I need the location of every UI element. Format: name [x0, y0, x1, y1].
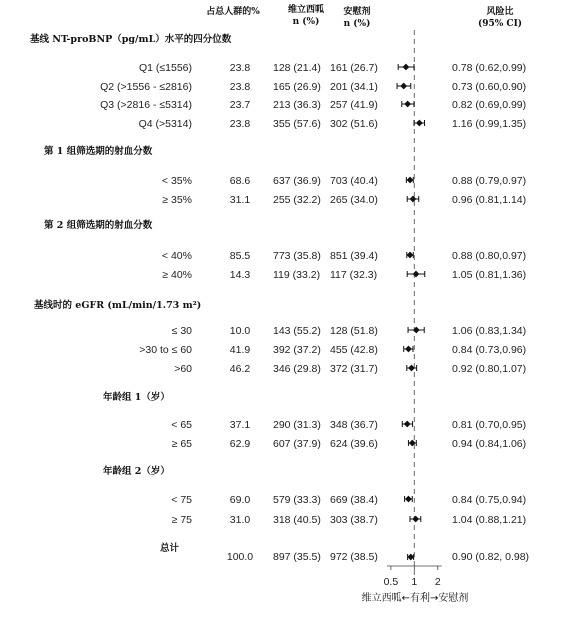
header-vericiguat-name: 维立西呱 [287, 5, 324, 15]
row-placebo-q4: 302 (51.6) [330, 118, 378, 130]
header-hr-ci: (95% CI) [477, 19, 523, 29]
row-pct-egfr-gt60: 46.2 [229, 363, 251, 375]
hr-point-marker [407, 177, 414, 184]
row-label-ef2-ge40: ≥ 40% [162, 269, 192, 281]
row-pct-egfr-30-60: 41.9 [229, 344, 251, 356]
header-placebo-name: 安慰剂 [343, 7, 371, 17]
hr-point-marker [407, 252, 414, 259]
row-label-age2-lt75: < 75 [171, 494, 192, 506]
row-hr-age2-ge75: 1.04 (0.88,1.21) [452, 514, 527, 526]
section-title-ef-group1: 第 1 组筛选期的射血分数 [44, 146, 153, 157]
hr-point-marker [405, 496, 412, 503]
row-pct-ef1-ge35: 31.1 [229, 194, 251, 206]
row-placebo-q2: 201 (34.1) [330, 81, 378, 93]
x-tick-label: 1 [411, 576, 418, 588]
row-placebo-ef1-ge35: 265 (34.0) [330, 194, 378, 206]
row-hr-ef1-lt35: 0.88 (0.79,0.97) [452, 175, 527, 187]
row-hr-egfr-30-60: 0.84 (0.73,0.96) [452, 344, 527, 356]
row-placebo-age1-ge65: 624 (39.6) [330, 438, 378, 450]
row-hr-age2-lt75: 0.84 (0.75,0.94) [452, 494, 527, 506]
row-placebo-overall: 972 (38.5) [330, 551, 378, 563]
hr-point-marker [404, 101, 411, 108]
hr-point-marker [413, 271, 420, 278]
row-hr-egfr-gt60: 0.92 (0.80,1.07) [452, 363, 527, 375]
row-vericiguat-age2-ge75: 318 (40.5) [273, 514, 321, 526]
row-label-q4: Q4 (>5314) [138, 118, 192, 130]
x-tick-label: 0.5 [383, 576, 399, 588]
row-placebo-q1: 161 (26.7) [330, 62, 378, 74]
row-placebo-ef2-lt40: 851 (39.4) [330, 250, 378, 262]
row-hr-ef2-lt40: 0.88 (0.80,0.97) [452, 250, 527, 262]
row-pct-q2: 23.8 [229, 81, 251, 93]
hr-point-marker [404, 421, 411, 428]
row-vericiguat-ef2-ge40: 119 (33.2) [273, 269, 321, 281]
row-pct-age2-lt75: 69.0 [229, 494, 251, 506]
header-hr-name: 风险比 [486, 7, 514, 17]
row-hr-overall: 0.90 (0.82, 0.98) [452, 551, 530, 563]
row-placebo-age2-ge75: 303 (38.7) [330, 514, 378, 526]
row-placebo-egfr-gt60: 372 (31.7) [330, 363, 378, 375]
row-vericiguat-egfr-gt60: 346 (29.8) [273, 363, 321, 375]
x-axis-title: 维立西呱←有利→安慰剂 [361, 593, 469, 604]
hr-point-marker [400, 83, 407, 90]
row-vericiguat-ef1-lt35: 637 (36.9) [273, 175, 321, 187]
row-vericiguat-q4: 355 (57.6) [273, 118, 321, 130]
row-pct-age2-ge75: 31.0 [229, 514, 251, 526]
row-vericiguat-egfr-le30: 143 (55.2) [273, 325, 321, 337]
row-hr-q4: 1.16 (0.99,1.35) [452, 118, 527, 130]
row-vericiguat-q2: 165 (26.9) [273, 81, 321, 93]
row-vericiguat-ef1-ge35: 255 (32.2) [273, 194, 321, 206]
row-pct-ef1-lt35: 68.6 [229, 175, 251, 187]
row-vericiguat-q1: 128 (21.4) [273, 62, 321, 74]
section-title-egfr: 基线时的 eGFR (mL/min/1.73 m²) [34, 300, 202, 311]
row-placebo-age1-lt65: 348 (36.7) [330, 419, 378, 431]
header-placebo-unit: n (%) [343, 19, 371, 29]
hr-point-marker [416, 120, 423, 127]
row-label-egfr-gt60: >60 [174, 363, 192, 375]
hr-point-marker [405, 346, 412, 353]
row-placebo-ef2-ge40: 117 (32.3) [330, 269, 378, 281]
row-placebo-q3: 257 (41.9) [330, 99, 378, 111]
row-pct-overall: 100.0 [226, 551, 254, 563]
row-label-egfr-30-60: >30 to ≤ 60 [139, 344, 192, 356]
hr-point-marker [410, 196, 417, 203]
row-label-age1-ge65: ≥ 65 [171, 438, 192, 450]
row-pct-q3: 23.7 [229, 99, 251, 111]
header-vericiguat-unit: n (%) [292, 17, 320, 27]
row-pct-egfr-le30: 10.0 [229, 325, 251, 337]
row-vericiguat-egfr-30-60: 392 (37.2) [273, 344, 321, 356]
row-vericiguat-ef2-lt40: 773 (35.8) [273, 250, 321, 262]
row-placebo-egfr-30-60: 455 (42.8) [330, 344, 378, 356]
row-hr-q2: 0.73 (0.60,0.90) [452, 81, 527, 93]
row-pct-age1-lt65: 37.1 [229, 419, 251, 431]
section-title-age-group1: 年龄组 1（岁） [103, 392, 170, 403]
header-pct-label: 占总人群的% [206, 7, 260, 17]
section-title-age-group2: 年龄组 2（岁） [103, 466, 170, 477]
row-pct-age1-ge65: 62.9 [229, 438, 251, 450]
row-placebo-ef1-lt35: 703 (40.4) [330, 175, 378, 187]
row-label-egfr-le30: ≤ 30 [171, 325, 192, 337]
row-vericiguat-overall: 897 (35.5) [273, 551, 321, 563]
row-label-ef2-lt40: < 40% [161, 250, 192, 262]
section-title-ntprobnp: 基线 NT-proBNP（pg/mL）水平的四分位数 [30, 34, 232, 45]
row-label-q3: Q3 (>2816 - ≤5314) [100, 99, 192, 111]
row-hr-age1-lt65: 0.81 (0.70,0.95) [452, 419, 527, 431]
row-vericiguat-age1-ge65: 607 (37.9) [273, 438, 321, 450]
row-label-age2-ge75: ≥ 75 [171, 514, 192, 526]
row-hr-age1-ge65: 0.94 (0.84,1.06) [452, 438, 527, 450]
row-vericiguat-age2-lt75: 579 (33.3) [273, 494, 321, 506]
row-label-q1: Q1 (≤1556) [138, 62, 192, 74]
row-pct-ef2-lt40: 85.5 [229, 250, 251, 262]
row-pct-q4: 23.8 [229, 118, 251, 130]
row-label-q2: Q2 (>1556 - ≤2816) [100, 81, 192, 93]
hr-point-marker [403, 64, 410, 71]
overall-title: 总计 [160, 543, 180, 554]
row-placebo-age2-lt75: 669 (38.4) [330, 494, 378, 506]
row-hr-egfr-le30: 1.06 (0.83,1.34) [452, 325, 527, 337]
row-hr-q3: 0.82 (0.69,0.99) [452, 99, 527, 111]
row-label-ef1-ge35: ≥ 35% [162, 194, 192, 206]
row-hr-ef2-ge40: 1.05 (0.81,1.36) [452, 269, 527, 281]
x-tick-label: 2 [434, 576, 441, 588]
row-label-ef1-lt35: < 35% [161, 175, 192, 187]
row-hr-ef1-ge35: 0.96 (0.81,1.14) [452, 194, 527, 206]
row-vericiguat-age1-lt65: 290 (31.3) [273, 419, 321, 431]
row-pct-ef2-ge40: 14.3 [229, 269, 251, 281]
row-label-age1-lt65: < 65 [171, 419, 192, 431]
row-hr-q1: 0.78 (0.62,0.99) [452, 62, 527, 74]
row-pct-q1: 23.8 [229, 62, 251, 74]
row-placebo-egfr-le30: 128 (51.8) [330, 325, 378, 337]
section-title-ef-group2: 第 2 组筛选期的射血分数 [44, 220, 153, 231]
hr-point-marker [412, 516, 419, 523]
row-vericiguat-q3: 213 (36.3) [273, 99, 321, 111]
